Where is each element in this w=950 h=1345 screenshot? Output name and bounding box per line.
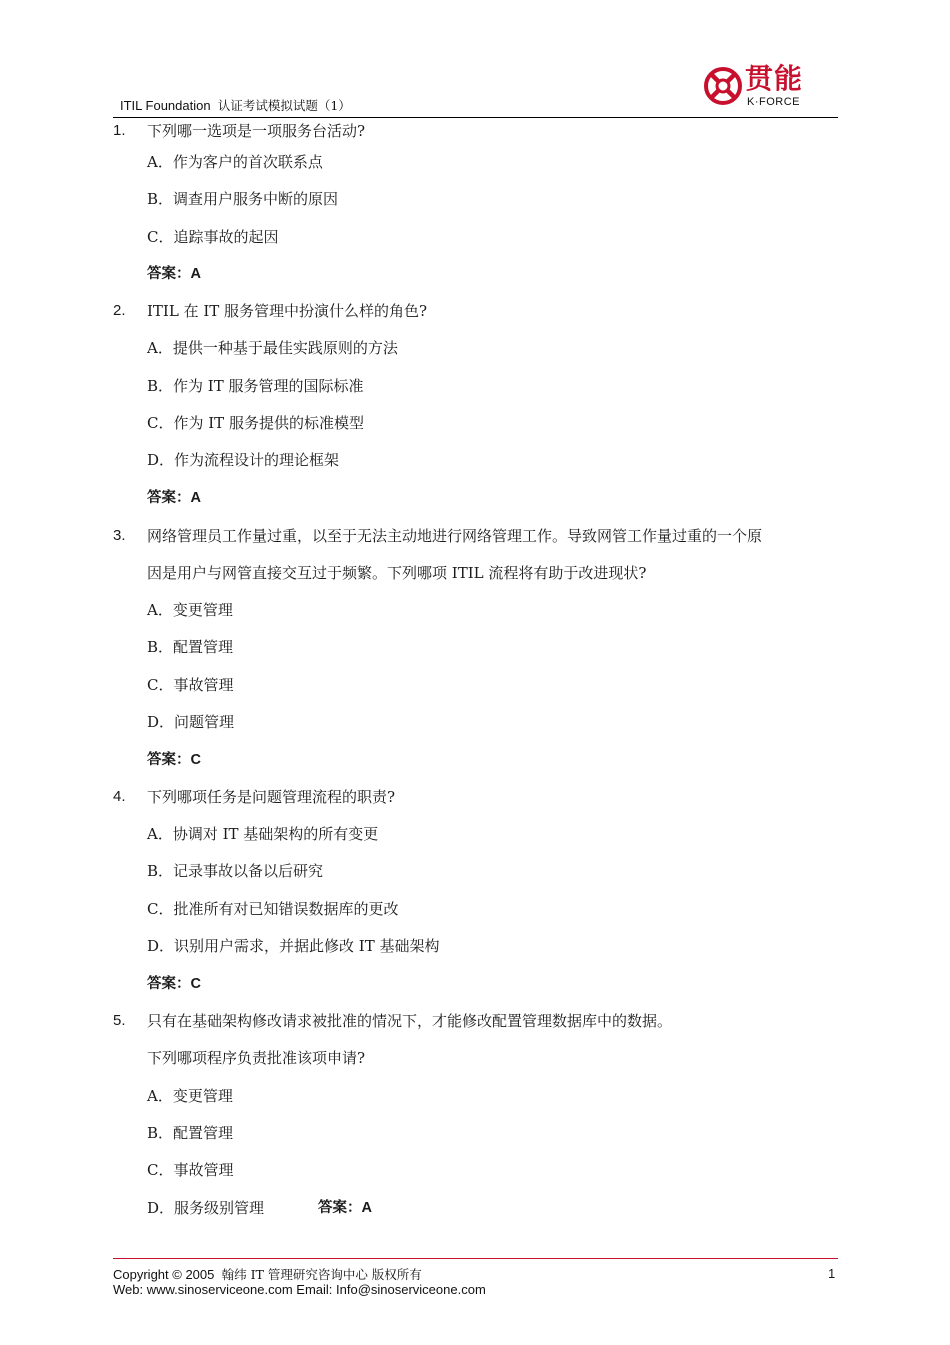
option: D．问题管理 (147, 713, 235, 731)
answer-value: A (190, 266, 201, 282)
answer-line (147, 751, 201, 769)
footer-rule (113, 1258, 838, 1259)
question-text: 下列哪一选项是一项服务台活动? (147, 122, 366, 140)
logo-text-en: K·FORCE (747, 96, 800, 108)
copyright-cn: 翰纬 IT 管理研究咨询中心 版权所有 (221, 1267, 422, 1282)
option: B．调查用户服务中断的原因 (147, 190, 339, 208)
kforce-logo (703, 62, 821, 110)
option: C．追踪事故的起因 (147, 228, 279, 246)
copyright-en: Copyright © 2005 (113, 1267, 215, 1282)
option: A．变更管理 (147, 601, 233, 619)
option: A．提供一种基于最佳实践原则的方法 (147, 339, 398, 357)
question-text-continued: 因是用户与网管直接交互过于频繁。下列哪项 ITIL 流程将有助于改进现状? (147, 564, 647, 582)
answer-line (147, 265, 201, 283)
option: B．配置管理 (147, 1124, 234, 1142)
option: C．作为 IT 服务提供的标准模型 (147, 414, 364, 432)
option: D．识别用户需求，并据此修改 IT 基础架构 (147, 937, 440, 955)
option: B．作为 IT 服务管理的国际标准 (147, 377, 364, 395)
question-number: 3. (113, 527, 126, 544)
logo-mark-icon (703, 66, 743, 106)
question-text: 只有在基础架构修改请求被批准的情况下，才能修改配置管理数据库中的数据。 (147, 1012, 673, 1030)
option: A．变更管理 (147, 1087, 233, 1105)
footer-web-contact: Web: www.sinoserviceone.com Email: Info@sinoserviceone.com (113, 1282, 486, 1297)
footer-copyright (113, 1265, 422, 1283)
option: D．服务级别管理 (147, 1199, 265, 1217)
answer-line (147, 975, 201, 993)
answer-label: 答案： (318, 1200, 362, 1216)
answer-label: 答案： (147, 266, 191, 282)
option: C．事故管理 (147, 676, 234, 694)
header-title-en: ITIL Foundation (120, 98, 211, 113)
answer-line (318, 1199, 372, 1217)
question-number: 4. (113, 788, 126, 805)
option: A．作为客户的首次联系点 (147, 153, 323, 171)
option: D．作为流程设计的理论框架 (147, 451, 340, 469)
question-text: ITIL 在 IT 服务管理中扮演什么样的角色? (147, 302, 428, 320)
question-text: 网络管理员工作量过重，以至于无法主动地进行网络管理工作。导致网管工作量过重的一个原 (147, 527, 763, 545)
question-text: 下列哪项任务是问题管理流程的职责? (147, 788, 396, 806)
answer-line (147, 489, 201, 507)
option: A．协调对 IT 基础架构的所有变更 (147, 825, 379, 843)
question-number: 1. (113, 122, 126, 139)
answer-label: 答案： (147, 976, 191, 992)
option: B．配置管理 (147, 638, 234, 656)
answer-value: A (190, 490, 201, 506)
logo-text-cn: 贯能 (745, 62, 804, 95)
option: C．批准所有对已知错误数据库的更改 (147, 900, 399, 918)
answer-value: C (190, 976, 201, 992)
answer-value: A (361, 1200, 372, 1216)
question-number: 5. (113, 1012, 126, 1029)
option: C．事故管理 (147, 1161, 234, 1179)
answer-value: C (190, 752, 201, 768)
header-title-cn: 认证考试模拟试题（1） (217, 98, 351, 113)
header-title (120, 96, 351, 114)
page-number: 1 (828, 1266, 836, 1281)
header-rule (113, 117, 838, 118)
question-number: 2. (113, 302, 126, 319)
option: B．记录事故以备以后研究 (147, 862, 324, 880)
answer-label: 答案： (147, 752, 191, 768)
question-text-continued: 下列哪项程序负责批准该项申请? (147, 1049, 366, 1067)
answer-label: 答案： (147, 490, 191, 506)
